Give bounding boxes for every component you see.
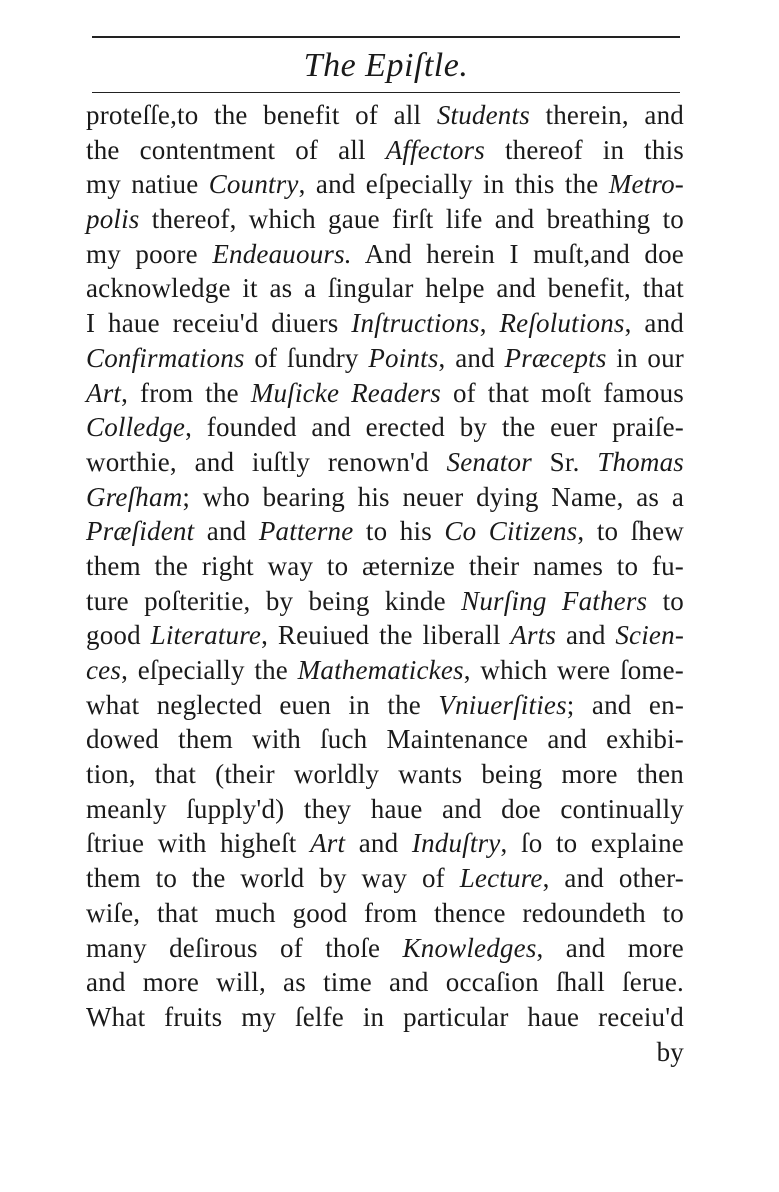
text-run: many deſirous of thoſe [86, 932, 403, 963]
running-head: The Epiſtle. [303, 47, 469, 84]
text-run: and [194, 516, 259, 547]
text-line [86, 1000, 684, 1035]
text-run: , and [624, 308, 684, 339]
text-run: And herein I muſt,and doe [351, 238, 684, 269]
text-run: ture poſteritie, by being kinde [86, 585, 462, 616]
italic-phrase: Colledge [86, 412, 186, 443]
italic-phrase: ces [86, 655, 122, 685]
text-line [86, 826, 684, 861]
text-line [86, 549, 684, 584]
text-line [86, 445, 684, 480]
text-line [86, 618, 684, 653]
catchword: by [656, 1036, 684, 1067]
text-line [86, 376, 684, 411]
italic-phrase: Reſolutions [499, 308, 625, 339]
italic-phrase: Muſicke Readers [250, 377, 441, 408]
text-run: , founded and erected by the euer praiſe- [185, 412, 684, 443]
text-line [86, 341, 684, 376]
italic-phrase: Vniuerſities [438, 689, 567, 720]
italic-phrase: Præſident [86, 516, 195, 547]
italic-phrase: Induſtry [411, 828, 501, 859]
text-line [86, 722, 684, 757]
text-run: wiſe, that much good from thence redoundeth to [86, 897, 684, 928]
body-text [86, 98, 684, 1069]
text-line [86, 480, 684, 515]
text-line [86, 98, 684, 133]
text-run: , and other- [542, 863, 684, 894]
italic-phrase: polis [86, 204, 140, 235]
text-run: , to ſhew [577, 516, 684, 547]
text-run: and [345, 828, 412, 859]
text-run: the contentment of all [86, 134, 386, 165]
text-run: to [647, 585, 684, 616]
text-line [86, 757, 684, 792]
text-run: , and eſpecially in this the [298, 169, 609, 200]
text-run: meanly ſupply'd) they haue and doe continually [86, 793, 684, 824]
text-run: dowed them with ſuch Maintenance and exhibi- [86, 724, 684, 755]
italic-phrase: Knowledges [402, 932, 537, 963]
text-line [86, 931, 684, 966]
italic-phrase: Metro- [608, 169, 684, 200]
italic-phrase: Præcepts [504, 342, 607, 373]
text-line [86, 202, 684, 237]
italic-phrase: Patterne [258, 516, 354, 547]
text-run: , [479, 308, 500, 339]
text-line [86, 861, 684, 896]
text-run: of ſundry [244, 342, 369, 373]
text-run: Sr. [531, 446, 598, 477]
text-line [86, 410, 684, 445]
text-run: , eſpecially the [121, 655, 298, 685]
italic-phrase: Affectors [385, 134, 485, 165]
text-run: tion, that (their worldly wants being more then [86, 759, 684, 790]
italic-phrase: Mathematickes [297, 655, 464, 685]
text-run: them the right way to æternize their names to fu- [86, 550, 684, 581]
italic-phrase: Country [208, 169, 299, 200]
text-run: , which were ſome- [463, 655, 684, 685]
text-run: of that moſt famous [441, 377, 685, 408]
text-line [86, 584, 684, 619]
text-run: acknowledge it as a ſingular helpe and benefit, that [86, 273, 684, 304]
text-run: what neglected euen in the [86, 689, 439, 720]
text-line [86, 271, 684, 306]
text-run: thereof in this [484, 134, 684, 165]
header-top-rule [92, 36, 680, 38]
text-line [86, 688, 684, 723]
text-line [86, 792, 684, 827]
text-line [86, 237, 684, 272]
text-run: therein, and [529, 100, 685, 130]
italic-phrase: Art [86, 377, 122, 408]
text-run: good [86, 620, 151, 651]
italic-phrase: Co Citizens [444, 516, 578, 547]
text-run: and [556, 620, 616, 651]
italic-phrase: Points [368, 342, 439, 373]
text-run: them to the world by way of [86, 863, 460, 894]
text-run: and more will, as time and occaſion ſhall ſerue. [86, 967, 684, 998]
text-run: , ſo to explaine [500, 828, 684, 859]
text-run: , and [438, 342, 505, 373]
italic-phrase: Thomas [597, 446, 684, 477]
text-run: , Reuiued the liberall [261, 620, 511, 651]
text-run: my natiue [86, 169, 209, 200]
italic-phrase: Literature [150, 620, 262, 651]
header-bottom-rule [92, 92, 680, 93]
italic-phrase: Art [310, 828, 346, 859]
text-run: proteſſe,to the benefit of all [86, 100, 437, 130]
italic-phrase: Scien- [615, 620, 685, 651]
italic-phrase: Inſtructions [351, 308, 480, 339]
text-run: I haue receiu'd diuers [86, 308, 352, 339]
text-run: , and more [536, 932, 684, 963]
italic-phrase: Lecture [459, 863, 543, 894]
text-run: my poore [86, 238, 213, 269]
text-line [86, 167, 684, 202]
text-run: ; who bearing his neuer dying Name, as a [182, 481, 684, 512]
italic-phrase: Greſham [86, 481, 183, 512]
text-run: ſtriue with higheſt [86, 828, 311, 859]
text-run: in our [606, 342, 684, 373]
italic-phrase: Confirmations [86, 342, 245, 373]
text-run: worthie, and iuſtly renown'd [86, 446, 447, 477]
text-run: What fruits my ſelfe in particular haue receiu'd [86, 1001, 684, 1032]
italic-phrase: Endeauours. [212, 238, 352, 269]
text-line [86, 653, 684, 688]
text-run: thereof, which gaue firſt life and breathing to [139, 204, 684, 235]
italic-phrase: Arts [510, 620, 557, 651]
text-run: to his [353, 516, 445, 547]
italic-phrase: Senator [446, 446, 532, 477]
text-run: ; and en- [566, 689, 685, 720]
text-line [86, 896, 684, 931]
text-run: , from the [121, 377, 251, 408]
text-line [86, 133, 684, 168]
text-line [86, 514, 684, 549]
text-line [86, 306, 684, 341]
text-line [86, 965, 684, 1000]
italic-phrase: Nurſing Fathers [461, 585, 648, 616]
italic-phrase: Students [436, 100, 530, 130]
